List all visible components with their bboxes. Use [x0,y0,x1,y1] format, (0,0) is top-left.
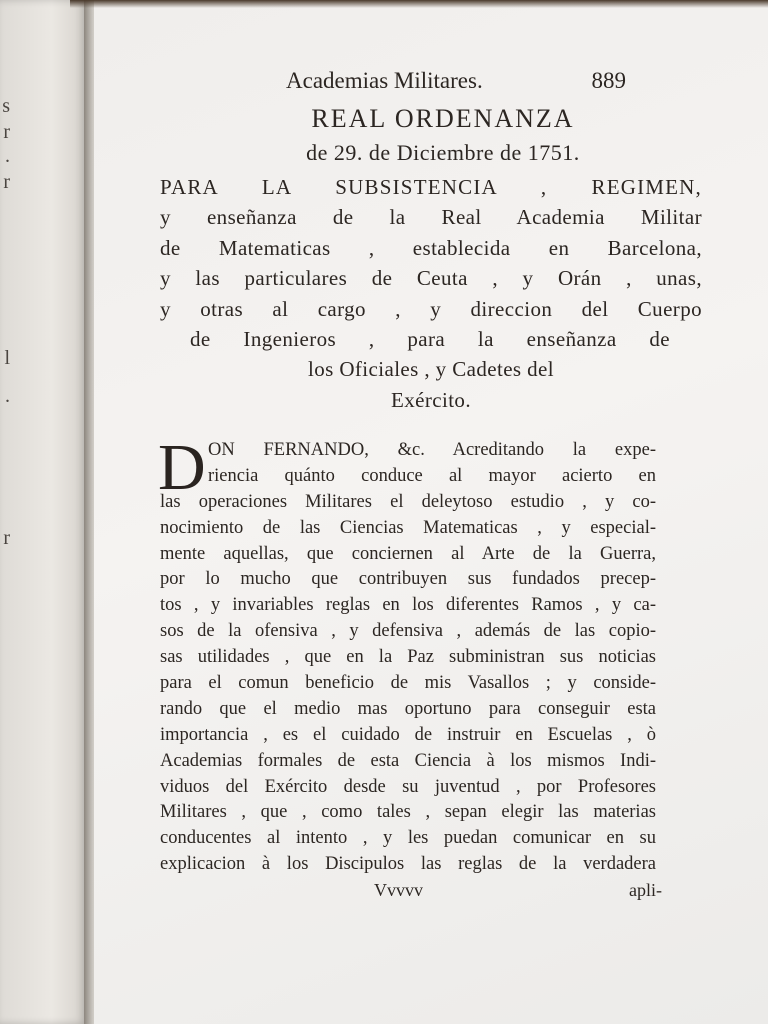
edge-letter: s [2,95,10,117]
edge-letter: . [5,385,10,407]
body-line: rando que el medio mas oportuno para conseguir esta [160,698,656,719]
body-text [158,431,656,878]
subtitle-line: de Matematicas , establecida en Barcelona, [160,235,702,260]
catchword: apli- [629,880,662,900]
drop-cap: D [158,431,206,504]
subtitle-line: y enseñanza de la Real Academia Militar [160,205,702,230]
body-line: viduos del Exército desde su juventud , por Profesores [160,776,656,797]
document-title: REAL ORDENANZA [311,104,575,133]
edge-letter: r [3,527,10,549]
left-page-edge [0,0,86,1024]
body-line: por lo mucho que contribuyen sus fundados precep- [160,569,656,590]
subtitle-line: los Oficiales , y Cadetes del [307,357,555,382]
body-line: Academias formales de esta Ciencia à los mismos Indi- [160,750,656,771]
running-head [286,68,626,94]
top-shadow [70,0,768,8]
body-line: riencia quánto conduce al mayor acierto en [208,465,656,486]
running-head-title: Academias Militares. [286,68,483,93]
body-line: nocimiento de las Ciencias Matematicas , y especial- [160,517,656,538]
subtitle-line: y otras al cargo , y direccion del Cuerpo [160,296,702,321]
document-date: de 29. de Diciembre de 1751. [306,140,580,165]
right-page [94,0,768,1024]
body-line: sos de la ofensiva , y defensiva , además de las copio- [160,621,656,642]
body-line: explicacion à los Discipulos las reglas de la verdadera [160,854,656,875]
edge-letter: . [5,145,10,167]
page-footer [374,880,662,901]
body-line: mente aquellas, que conciernen al Arte de la Guerra, [160,543,656,564]
subtitle-line: Exército. [391,387,471,412]
body-line: las operaciones Militares el deleytoso estudio , y co- [160,491,656,512]
edge-letter: l [4,347,10,369]
body-line: para el comun beneficio de mis Vasallos ; y conside- [160,673,656,694]
body-line: ON FERNANDO, &c. Acreditando la expe- [208,440,656,460]
subtitle-line: PARA LA SUBSISTENCIA , REGIMEN, [160,175,702,199]
edge-letter: r [3,171,10,193]
subtitle-line: de Ingenieros , para la enseñanza de [190,326,670,351]
body-line: importancia , es el cuidado de instruir en Escuelas , ò [160,724,656,745]
edge-letter: r [3,121,10,143]
body-line: sas utilidades , que en la Paz subministran sus noticias [160,647,656,668]
signature-mark: Vvvvv [374,880,423,900]
body-line: Militares , que , como tales , sepan elegir las materias [160,802,656,823]
subtitle-line: y las particulares de Ceuta , y Orán , unas, [160,266,702,291]
body-line: tos , y invariables reglas en los diferentes Ramos , y ca- [160,595,656,616]
document-subtitle [160,172,702,415]
body-line: conducentes al intento , y les puedan comunicar en su [160,828,656,849]
page-number: 889 [591,68,626,93]
